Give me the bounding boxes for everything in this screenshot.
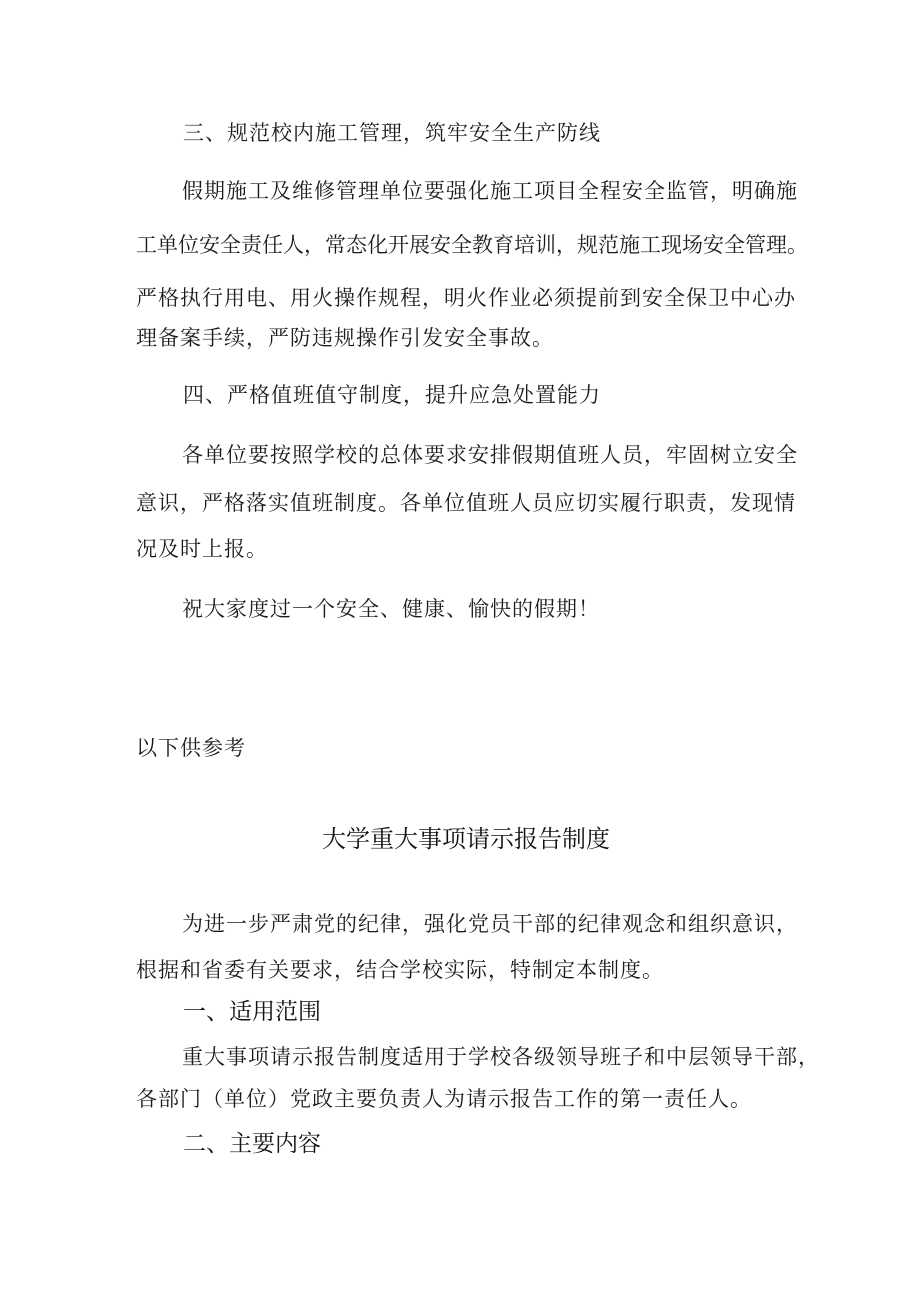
section-3-heading: 三、规范校内施工管理，筑牢安全生产防线 xyxy=(183,121,601,145)
section-4-line-3: 况及时上报。 xyxy=(136,537,268,561)
section-3-line-2: 工单位安全责任人，常态化开展安全教育培训，规范施工现场安全管理。 xyxy=(136,233,808,257)
section-3-line-3: 严格执行用电、用火操作规程，明火作业必须提前到安全保卫中心办 xyxy=(136,286,796,310)
intro-line-2: 根据和省委有关要求，结合学校实际，特制定本制度。 xyxy=(136,958,664,982)
closing-wish: 祝大家度过一个安全、健康、愉快的假期！ xyxy=(182,597,600,621)
reference-note: 以下供参考 xyxy=(136,736,246,760)
section-1-line-1: 重大事项请示报告制度适用于学校各级领导班子和中层领导干部， xyxy=(182,1045,820,1069)
section-3-line-1: 假期施工及维修管理单位要强化施工项目全程安全监管，明确施 xyxy=(182,179,798,203)
section-4-line-2: 意识，严格落实值班制度。各单位值班人员应切实履行职责，发现情 xyxy=(136,491,796,515)
intro-line-1: 为进一步严肃党的纪律，强化党员干部的纪律观念和组织意识， xyxy=(182,912,798,936)
section-4-heading: 四、严格值班值守制度，提升应急处置能力 xyxy=(183,383,601,407)
document-title: 大学重大事项请示报告制度 xyxy=(322,825,610,853)
section-2-heading: 二、主要内容 xyxy=(183,1131,321,1157)
section-3-line-4: 理备案手续，严防违规操作引发安全事故。 xyxy=(136,326,554,350)
section-1-line-2: 各部门（单位）党政主要负责人为请示报告工作的第一责任人。 xyxy=(136,1087,752,1111)
section-4-line-1: 各单位要按照学校的总体要求安排假期值班人员，牢固树立安全 xyxy=(182,443,798,467)
section-1-heading: 一、适用范围 xyxy=(183,999,321,1025)
